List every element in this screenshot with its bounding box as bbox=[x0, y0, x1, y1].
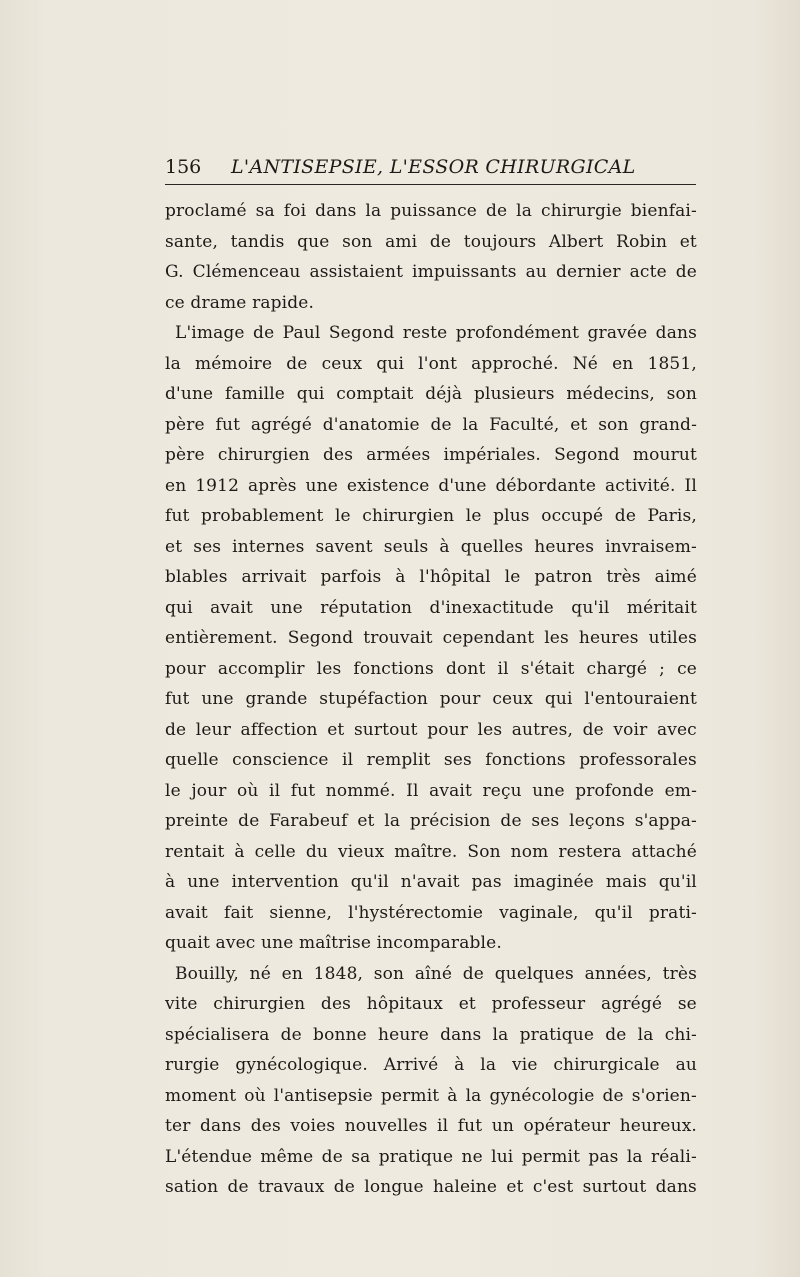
text-line: pour accomplir les fonctions dont il s'était chargé ; ce bbox=[165, 658, 697, 679]
text-line: quait avec une maîtrise incomparable. bbox=[165, 933, 502, 953]
text-line: de leur affection et surtout pour les autres, de voir avec bbox=[165, 719, 697, 740]
body-text bbox=[165, 196, 697, 1203]
text-line: spécialisera de bonne heure dans la pratique de la chi- bbox=[165, 1024, 697, 1045]
text-line: avait fait sienne, l'hystérectomie vaginale, qu'il prati- bbox=[165, 902, 697, 923]
text-line: la mémoire de ceux qui l'ont approché. Né en 1851, bbox=[165, 353, 697, 374]
text-line: quelle conscience il remplit ses fonctions professorales bbox=[165, 750, 697, 770]
text-line: entièrement. Segond trouvait cependant les heures utiles bbox=[165, 628, 697, 648]
text-line: blables arrivait parfois à l'hôpital le patron très aimé bbox=[165, 567, 697, 587]
text-line: moment où l'antisepsie permit à la gynécologie de s'orien- bbox=[165, 1085, 697, 1106]
text-line: L'image de Paul Segond reste profondément gravée dans bbox=[175, 323, 697, 343]
text-line: rurgie gynécologique. Arrivé à la vie chirurgicale au bbox=[165, 1055, 697, 1075]
text-line: père chirurgien des armées impériales. Segond mourut bbox=[165, 445, 697, 465]
text-line: sante, tandis que son ami de toujours Albert Robin et bbox=[165, 231, 697, 252]
text-line: fut une grande stupéfaction pour ceux qui l'entouraient bbox=[165, 689, 697, 709]
text-line: et ses internes savent seuls à quelles heures invraisem- bbox=[165, 536, 697, 557]
page-number: 156 bbox=[165, 156, 202, 178]
text-line: rentait à celle du vieux maître. Son nom restera attaché bbox=[165, 841, 697, 862]
text-line: fut probablement le chirurgien le plus occupé de Paris, bbox=[165, 506, 697, 526]
text-line: le jour où il fut nommé. Il avait reçu une profonde em- bbox=[165, 780, 697, 801]
text-line: vite chirurgien des hôpitaux et professeur agrégé se bbox=[165, 994, 697, 1014]
text-line: d'une famille qui comptait déjà plusieurs médecins, son bbox=[165, 384, 697, 404]
text-line: Bouilly, né en 1848, son aîné de quelques années, très bbox=[175, 963, 697, 984]
text-line: preinte de Farabeuf et la précision de ses leçons s'appa- bbox=[165, 811, 697, 831]
header-rule bbox=[165, 184, 696, 185]
text-line: L'étendue même de sa pratique ne lui permit pas la réali- bbox=[165, 1146, 697, 1167]
text-line: ce drame rapide. bbox=[165, 292, 315, 313]
running-head bbox=[165, 152, 695, 182]
text-line: en 1912 après une existence d'une débordante activité. Il bbox=[165, 475, 697, 496]
text-line: ter dans des voies nouvelles il fut un opérateur heureux. bbox=[165, 1116, 697, 1136]
text-line: G. Clémenceau assistaient impuissants au dernier acte de bbox=[165, 262, 697, 282]
text-line: qui avait une réputation d'inexactitude qu'il méritait bbox=[165, 597, 697, 618]
text-line: à une intervention qu'il n'avait pas imaginée mais qu'il bbox=[165, 872, 697, 892]
text-line: proclamé sa foi dans la puissance de la chirurgie bienfai- bbox=[165, 201, 697, 221]
text-line: père fut agrégé d'anatomie de la Faculté, et son grand- bbox=[165, 414, 697, 435]
text-line: sation de travaux de longue haleine et c'est surtout dans bbox=[165, 1177, 697, 1197]
running-title: L'ANTISEPSIE, L'ESSOR CHIRURGICAL bbox=[231, 156, 636, 178]
